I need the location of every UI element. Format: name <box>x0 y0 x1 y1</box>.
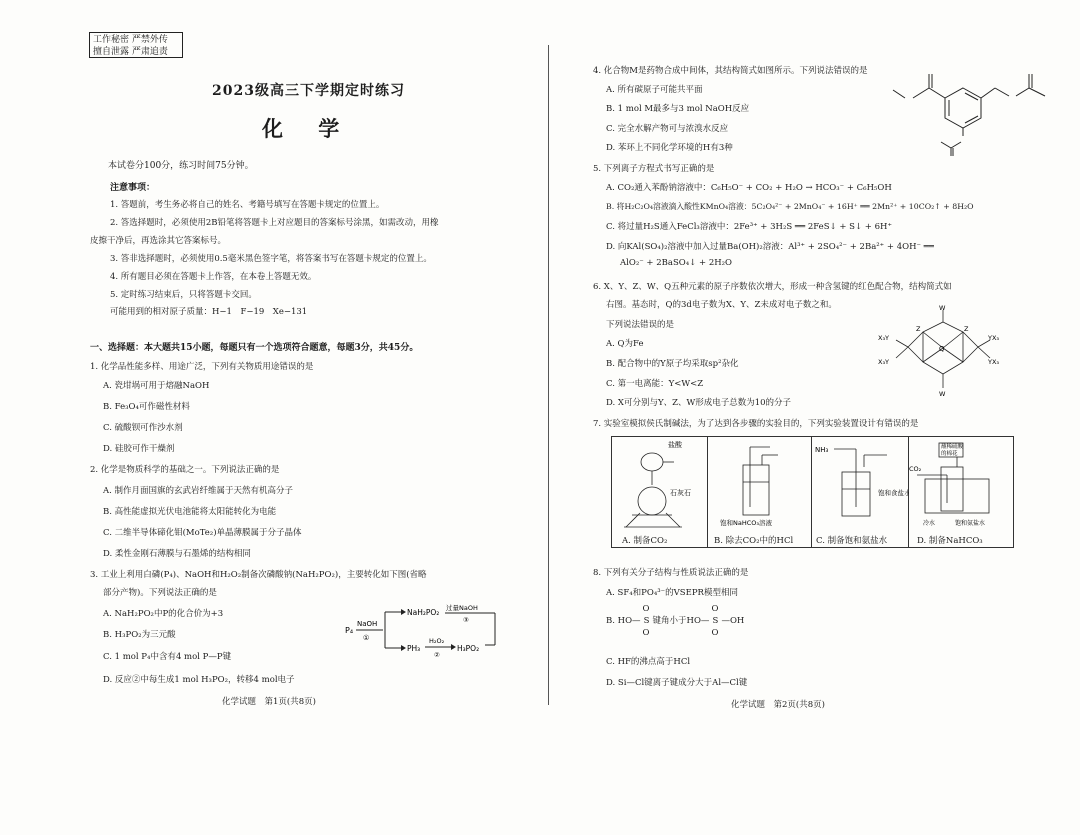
scheme-step3: ③ <box>463 616 469 624</box>
q8-b-prefix: B. HO— <box>606 616 641 626</box>
oxygen-atom: O <box>711 604 719 614</box>
scheme-excess-naoh: 过量NaOH <box>446 604 478 612</box>
q3-option-b: B. H₃PO₂为三元酸 <box>103 630 176 640</box>
question-3-stem-cont: 部分产物)。下列说法正确的是 <box>103 588 217 598</box>
label-nahco3: 饱和NaHCO₃溶液 <box>720 519 772 527</box>
atom-x3y-label: X₃Y <box>878 334 890 342</box>
sulfur-atom <box>641 604 653 638</box>
question-6-stem-cont: 下列说法错误的是 <box>606 320 675 330</box>
scheme-nah2po2: NaH₂PO₂ <box>407 608 440 617</box>
q8-option-b <box>606 604 745 638</box>
q3-option-d: D. 反应②中每生成1 mol H₃PO₂，转移4 mol电子 <box>103 675 295 685</box>
q1-option-a: A. 瓷坩埚可用于熔融NaOH <box>103 381 210 391</box>
sulfur-symbol: S <box>712 616 719 626</box>
scheme-step1: ① <box>363 634 370 642</box>
q8-b-end: —OH <box>721 616 745 626</box>
caption-a: A. 制备CO₂ <box>622 536 668 546</box>
apparatus-b-drawing <box>708 437 812 529</box>
notice-line: 2. 答选择题时，必须使用2B铅笔将答题卡上对应题目的答案标号涂黑，如需改动，用橡 <box>110 218 439 228</box>
q5-option-c: C. 将过量H₂S通入FeCl₃溶液中：2Fe³⁺ + 3H₂S ══ 2FeS↓ + S↓ + 6H⁺ <box>606 222 892 232</box>
q5-option-b: B. 将H₂C₂O₄溶液滴入酸性KMnO₄溶液：5C₂O₄²⁻ + 2MnO₄⁻ + 16H⁺ ══ 2Mn²⁺ + 10CO₂↑ + 8H₂O <box>606 202 974 211</box>
question-1-stem: 1. 化学品性能多样、用途广泛，下列有关物质用途错误的是 <box>90 362 314 372</box>
q8-option-a: A. SF₄和PO₄³⁻的VSEPR模型相同 <box>606 588 738 598</box>
q6-option-c: C. 第一电离能：Y<W<Z <box>606 379 704 389</box>
exam-title: 2023级高三下学期定时练习 <box>212 83 405 99</box>
complex-structure <box>878 302 1008 398</box>
page-divider <box>548 45 549 705</box>
q5-option-d: D. 向KAl(SO₄)₂溶液中加入过量Ba(OH)₂溶液：Al³⁺ + 2SO₄²⁻ + 2Ba²⁺ + 4OH⁻ ══ <box>606 242 934 252</box>
label-cotton: 蘸稀硫酸 <box>941 444 964 450</box>
label-nh3: NH₃ <box>815 446 829 454</box>
q8-option-d: D. Si—Cl键离子键成分大于Al—Cl键 <box>606 678 748 688</box>
atom-yx3-label: YX₃ <box>988 334 1000 342</box>
atom-x3y-label: X₃Y <box>878 358 890 366</box>
q1-option-b: B. Fe₃O₄可作磁性材料 <box>103 402 190 412</box>
q3-option-a: A. NaH₂PO₂中P的化合价为+3 <box>103 609 224 619</box>
atom-w-label: W <box>939 390 946 398</box>
atom-yx3-label: YX₃ <box>988 358 1000 366</box>
oxygen-atom: O <box>642 604 650 614</box>
question-2-stem: 2. 化学是物质科学的基础之一。下列说法正确的是 <box>90 465 280 475</box>
question-4-stem: 4. 化合物M是药物合成中间体，其结构简式如图所示。下列说法错误的是 <box>593 66 868 76</box>
confidential-stamp <box>89 32 183 58</box>
q8-option-c: C. HF的沸点高于HCl <box>606 657 691 667</box>
apparatus-b <box>708 437 812 547</box>
subject-title: 化 学 <box>262 116 354 141</box>
sulfur-symbol: S <box>643 616 650 626</box>
apparatus-d <box>909 437 1013 547</box>
stamp-line: 擅自泄露 严肃追责 <box>93 47 168 57</box>
q6-option-a: A. Q为Fe <box>606 339 644 349</box>
atom-z-label: Z <box>964 325 969 333</box>
atom-z-label: Z <box>916 325 921 333</box>
label-cotton-2: 的棉花 <box>941 451 958 457</box>
q4-option-a: A. 所有碳原子可能共平面 <box>606 85 703 95</box>
notice-line: 皮擦干净后，再选涂其它答案标号。 <box>90 236 227 246</box>
label-brine: 饱和食盐水 <box>878 489 909 497</box>
notice-line: 1. 答题前，考生务必将自己的姓名、考籍号填写在答题卡规定的位置上。 <box>110 200 385 210</box>
q4-option-c: C. 完全水解产物可与浓溴水反应 <box>606 124 729 134</box>
question-8-stem: 8. 下列有关分子结构与性质说法正确的是 <box>593 568 749 578</box>
caption-b: B. 除去CO₂中的HCl <box>714 536 794 546</box>
q7-apparatus-table <box>611 436 1014 548</box>
scheme-h2o2: H₂O₂ <box>429 637 445 645</box>
intro-text: 本试卷分100分，练习时间75分钟。 <box>108 161 254 171</box>
question-6-stem: 6. X、Y、Z、W、Q五种元素的原子序数依次增大，形成一种含氢键的红色配合物，结构简式如 <box>593 282 952 292</box>
page-footer: 化学试题 第1页(共8页) <box>222 697 316 707</box>
atom-w-label: W <box>939 304 946 312</box>
caption-d: D. 制备NaHCO₃ <box>917 536 983 546</box>
apparatus-d-drawing <box>909 437 1013 529</box>
q6-option-b: B. 配合物中的Y原子均采取sp²杂化 <box>606 359 739 369</box>
scheme-step2: ② <box>434 651 440 659</box>
q4-option-d: D. 苯环上不同化学环境的H有3种 <box>606 143 733 153</box>
label-ammonia-brine: 饱和氨盐水 <box>955 520 986 527</box>
q5-option-d-cont: AlO₂⁻ + 2BaSO₄↓ + 2H₂O <box>620 258 733 268</box>
q2-option-a: A. 制作月面国旗的玄武岩纤维属于天然有机高分子 <box>103 486 294 496</box>
q4-option-b: B. 1 mol M最多与3 mol NaOH反应 <box>606 104 750 114</box>
q2-option-d: D. 柔性金刚石薄膜与石墨烯的结构相同 <box>103 549 251 559</box>
compound-m-structure <box>883 66 1063 158</box>
caption-c: C. 制备饱和氨盐水 <box>816 536 888 546</box>
page-footer: 化学试题 第2页(共8页) <box>731 700 825 710</box>
apparatus-a <box>612 437 708 547</box>
apparatus-c-drawing <box>812 437 909 529</box>
label-co2: CO₂ <box>909 465 922 473</box>
scheme-p4: P₄ <box>345 626 354 635</box>
sulfur-atom <box>709 604 721 638</box>
question-6-stem-cont: 右图。基态时，Q的3d电子数为X、Y、Z未成对电子数之和。 <box>606 300 837 310</box>
apparatus-a-drawing <box>612 437 708 529</box>
q3-option-c: C. 1 mol P₄中含有4 mol P—P键 <box>103 652 232 662</box>
label-cold-water: 冷水 <box>923 520 936 527</box>
scheme-ph3: PH₃ <box>407 644 421 653</box>
atomic-masses: 可能用到的相对原子质量：H−1 F−19 Xe−131 <box>110 307 308 317</box>
metal-q-label: Q <box>939 345 945 353</box>
oxygen-atom: O <box>711 628 719 638</box>
q1-option-c: C. 硫酸钡可作沙水剂 <box>103 423 183 433</box>
q5-option-a: A. CO₂通入苯酚钠溶液中：C₆H₅O⁻ + CO₂ + H₂O → HCO₃⁻ + C₆H₅OH <box>606 183 892 193</box>
q8-b-post: HO— <box>686 616 710 626</box>
q2-option-b: B. 高性能虚拟光伏电池能将太阳能转化为电能 <box>103 507 277 517</box>
question-7-stem: 7. 实验室模拟侯氏制碱法，为了达到各步骤的实验目的，下列实验装置设计有错误的是 <box>593 419 919 429</box>
q1-option-d: D. 硅胶可作干燥剂 <box>103 444 175 454</box>
conversion-scheme <box>345 600 505 662</box>
notice-line: 4. 所有题目必须在答题卡上作答，在本卷上答题无效。 <box>110 272 317 282</box>
question-3-stem: 3. 工业上利用白磷(P₄)、NaOH和H₂O₂制备次磷酸钠(NaH₂PO₂)，主要转化如下图(省略 <box>90 570 427 580</box>
oxygen-atom: O <box>642 628 650 638</box>
label-limestone: 石灰石 <box>670 489 691 497</box>
right-page <box>553 0 1080 835</box>
notice-line: 5. 定时练习结束后，只将答题卡交回。 <box>110 290 257 300</box>
label-hcl: 盐酸 <box>668 441 682 449</box>
scheme-h3po2: H₃PO₂ <box>457 644 480 653</box>
stamp-line: 工作秘密 严禁外传 <box>93 35 168 45</box>
q6-option-d: D. X可分别与Y、Z、W形成电子总数为10的分子 <box>606 398 792 408</box>
scheme-naoh: NaOH <box>357 620 378 628</box>
notice-title: 注意事项： <box>110 183 156 193</box>
q2-option-c: C. 二维半导体碲化钼(MoTe₂)单晶薄膜属于分子晶体 <box>103 528 302 538</box>
q8-b-middle: 键角小于 <box>652 616 687 626</box>
notice-line: 3. 答非选择题时，必须使用0.5毫米黑色签字笔，将答案书写在答题卡规定的位置上。 <box>110 254 432 264</box>
question-5-stem: 5. 下列离子方程式书写正确的是 <box>593 164 715 174</box>
section-heading: 一、选择题：本大题共15小题，每题只有一个选项符合题意，每题3分，共45分。 <box>90 343 419 353</box>
apparatus-c <box>812 437 909 547</box>
